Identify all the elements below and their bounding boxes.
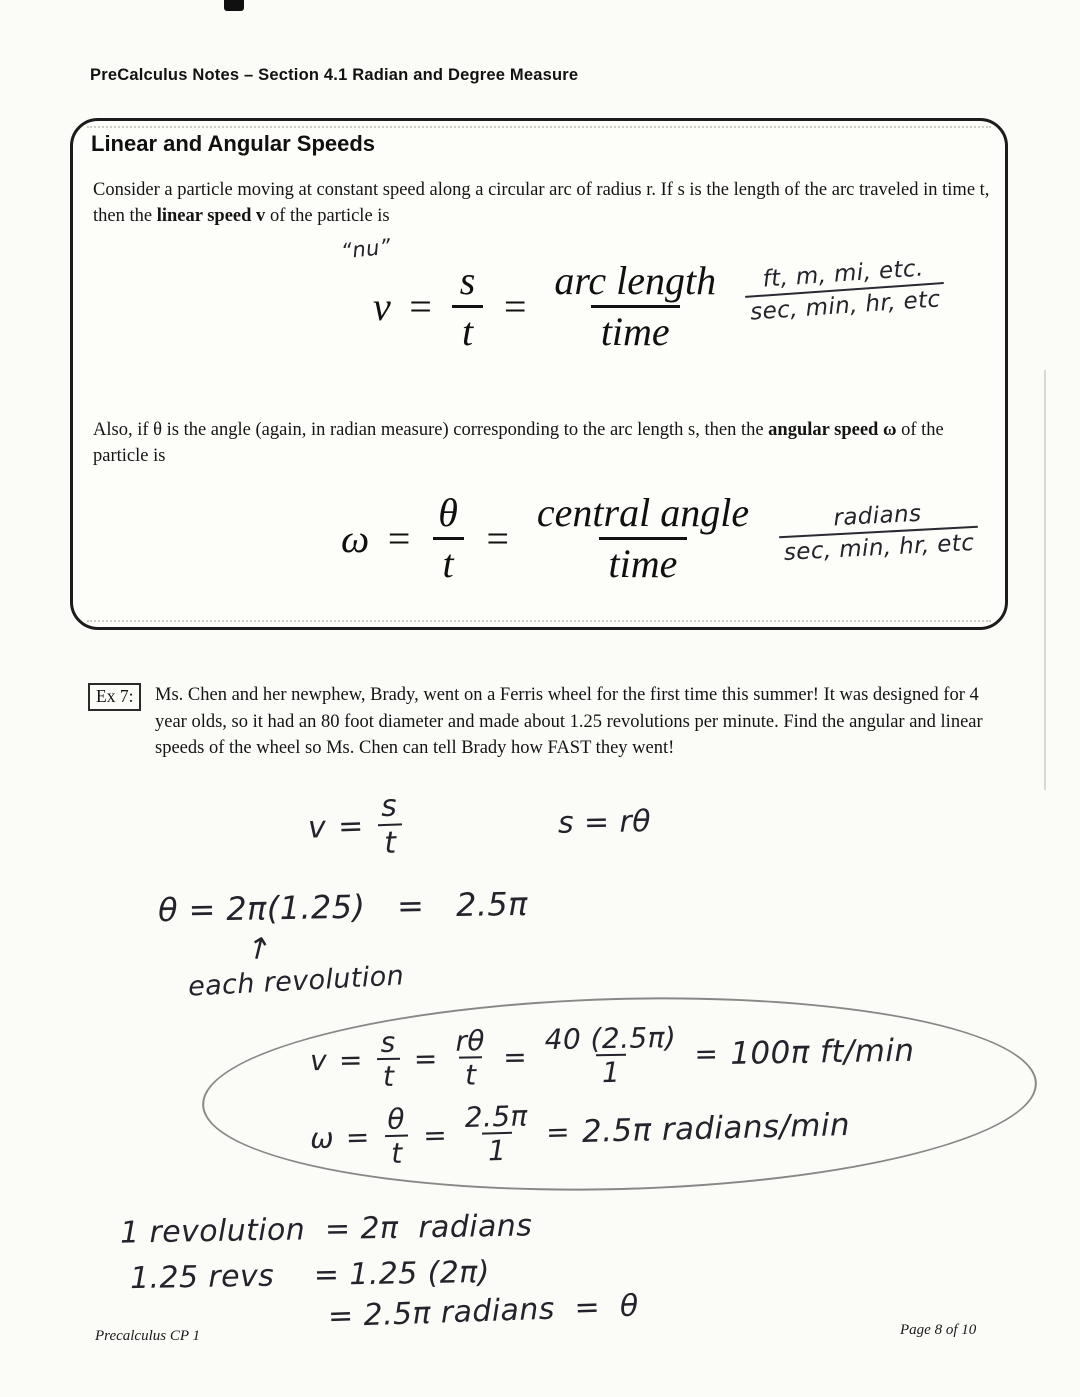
units-denominator: sec, min, hr, etc (745, 283, 945, 327)
example-label: Ex 7: (88, 683, 141, 711)
hw-result: 100π ft/min (729, 1032, 915, 1072)
equals-sign: = (337, 808, 365, 845)
fraction-numerator: θ (438, 490, 458, 535)
bold-term-angular-speed: angular speed ω (768, 420, 897, 440)
handwritten-linear-speed-calc (309, 1019, 914, 1093)
nu-handwritten-note: “nu” (339, 234, 393, 264)
hw-fraction (539, 1020, 683, 1090)
scan-artifact (87, 126, 991, 128)
fraction-numerator: s (380, 1025, 396, 1060)
equals-sign: = (502, 1040, 528, 1075)
fraction-theta-over-t (428, 490, 468, 586)
paragraph-text: Also, if θ is the angle (again, in radian measure) corresponding to the arc length s, then the (93, 420, 769, 440)
bold-term-linear-speed: linear speed v (156, 206, 266, 227)
fraction-denominator: t (377, 1058, 401, 1092)
angular-speed-formula (341, 490, 759, 586)
hw-fraction (458, 1101, 535, 1167)
scan-artifact (1044, 370, 1046, 790)
fraction-denominator: t (452, 305, 483, 353)
fraction-denominator: t (378, 823, 403, 859)
units-numerator: radians (832, 500, 923, 532)
equals-sign: = (483, 516, 511, 562)
handwritten-revolution-note-1: 1 revolution = 2π radians (119, 1208, 533, 1251)
up-arrow-annotation: ↑ (242, 929, 276, 970)
angular-units-annotation (778, 498, 979, 567)
section-heading: Linear and Angular Speeds (91, 131, 376, 156)
handwritten-s-equals-rtheta: s = rθ (557, 804, 652, 841)
hw-fraction (374, 1025, 402, 1094)
paragraph-text: of the particle is (265, 206, 390, 227)
fraction-denominator: t (385, 1135, 409, 1169)
fraction-numerator: 2.5π (464, 1099, 529, 1135)
handwritten-revolution-note-2: 1.25 revs = 1.25 (2π) (129, 1254, 491, 1297)
equals-sign: = (694, 1037, 719, 1071)
fraction-denominator: time (599, 537, 688, 585)
linear-speed-paragraph (93, 177, 996, 230)
scan-artifact (224, 0, 244, 11)
hw-fraction (449, 1026, 492, 1090)
fraction-s-over-t (450, 258, 486, 354)
page-header: PreCalculus Notes – Section 4.1 Radian and Degree Measure (90, 66, 579, 84)
equals-sign: = (385, 516, 413, 562)
fraction-numerator: rθ (455, 1024, 486, 1058)
hw-lhs: ω (309, 1121, 335, 1156)
hw-fraction (381, 1104, 412, 1169)
paragraph-text: Consider a particle moving at constant speed along a circular arc of radius r. If s is the length of the arc traveled in time t, then the (93, 180, 990, 227)
handwritten-revolution-note-3: = 2.5π radians = θ (327, 1288, 640, 1335)
formula-lhs: v (373, 284, 391, 330)
fraction-centralangle-over-time (527, 490, 759, 586)
footer-page-number: Page 8 of 10 (900, 1322, 977, 1338)
fraction-numerator: s (380, 788, 398, 825)
equals-sign: = (422, 1118, 448, 1153)
fraction-numerator: arc length (554, 258, 717, 303)
handwritten-v-definition (307, 790, 405, 861)
equals-sign: = (406, 284, 434, 330)
hw-lhs: v (309, 1044, 328, 1078)
hw-lhs: v (307, 809, 327, 846)
equals-sign: = (345, 1120, 371, 1155)
fraction-denominator: t (459, 1057, 483, 1091)
equals-sign: = (501, 284, 529, 330)
hw-result: 2.5π radians/min (581, 1106, 851, 1150)
fraction-denominator: t (433, 537, 464, 585)
fraction-numerator: s (459, 258, 476, 303)
fraction-numerator: central angle (536, 490, 750, 535)
linear-units-annotation (743, 254, 945, 327)
example-text: Ms. Chen and her newphew, Brady, went on a Ferris wheel for the first time this summer! It was designed for 4 year olds, so it had an 80 foot diameter and made about 1.25 revolutions per minute. Find the angular and linear speeds of the wheel so Ms. Chen can tell Brady how FAST they went! (155, 685, 983, 759)
hw-fraction (375, 790, 405, 859)
linear-speed-formula (373, 258, 726, 354)
handwritten-theta-line: θ = 2π(1.25) = 2.5π (157, 884, 529, 930)
fraction-denominator: time (591, 305, 680, 353)
fraction-denominator: 1 (596, 1054, 627, 1088)
each-revolution-note: each revolution (187, 960, 405, 1003)
fraction-numerator: θ (386, 1102, 406, 1137)
fraction-arclength-over-time (544, 258, 726, 354)
angular-speed-paragraph (93, 417, 996, 470)
equals-sign: = (545, 1115, 571, 1150)
equals-sign: = (413, 1042, 439, 1076)
paragraph-text: of the particle is (93, 420, 944, 467)
units-denominator: sec, min, hr, etc (779, 526, 979, 567)
fraction-numerator: 40 (2.5π) (544, 1020, 677, 1057)
linear-angular-speeds-box (70, 118, 1008, 630)
footer-course-label: Precalculus CP 1 (95, 1328, 200, 1344)
equals-sign: = (338, 1043, 364, 1078)
scan-artifact (87, 620, 991, 622)
formula-lhs: ω (341, 516, 370, 562)
units-numerator: ft, m, mi, etc. (761, 255, 925, 293)
fraction-denominator: 1 (482, 1132, 513, 1166)
